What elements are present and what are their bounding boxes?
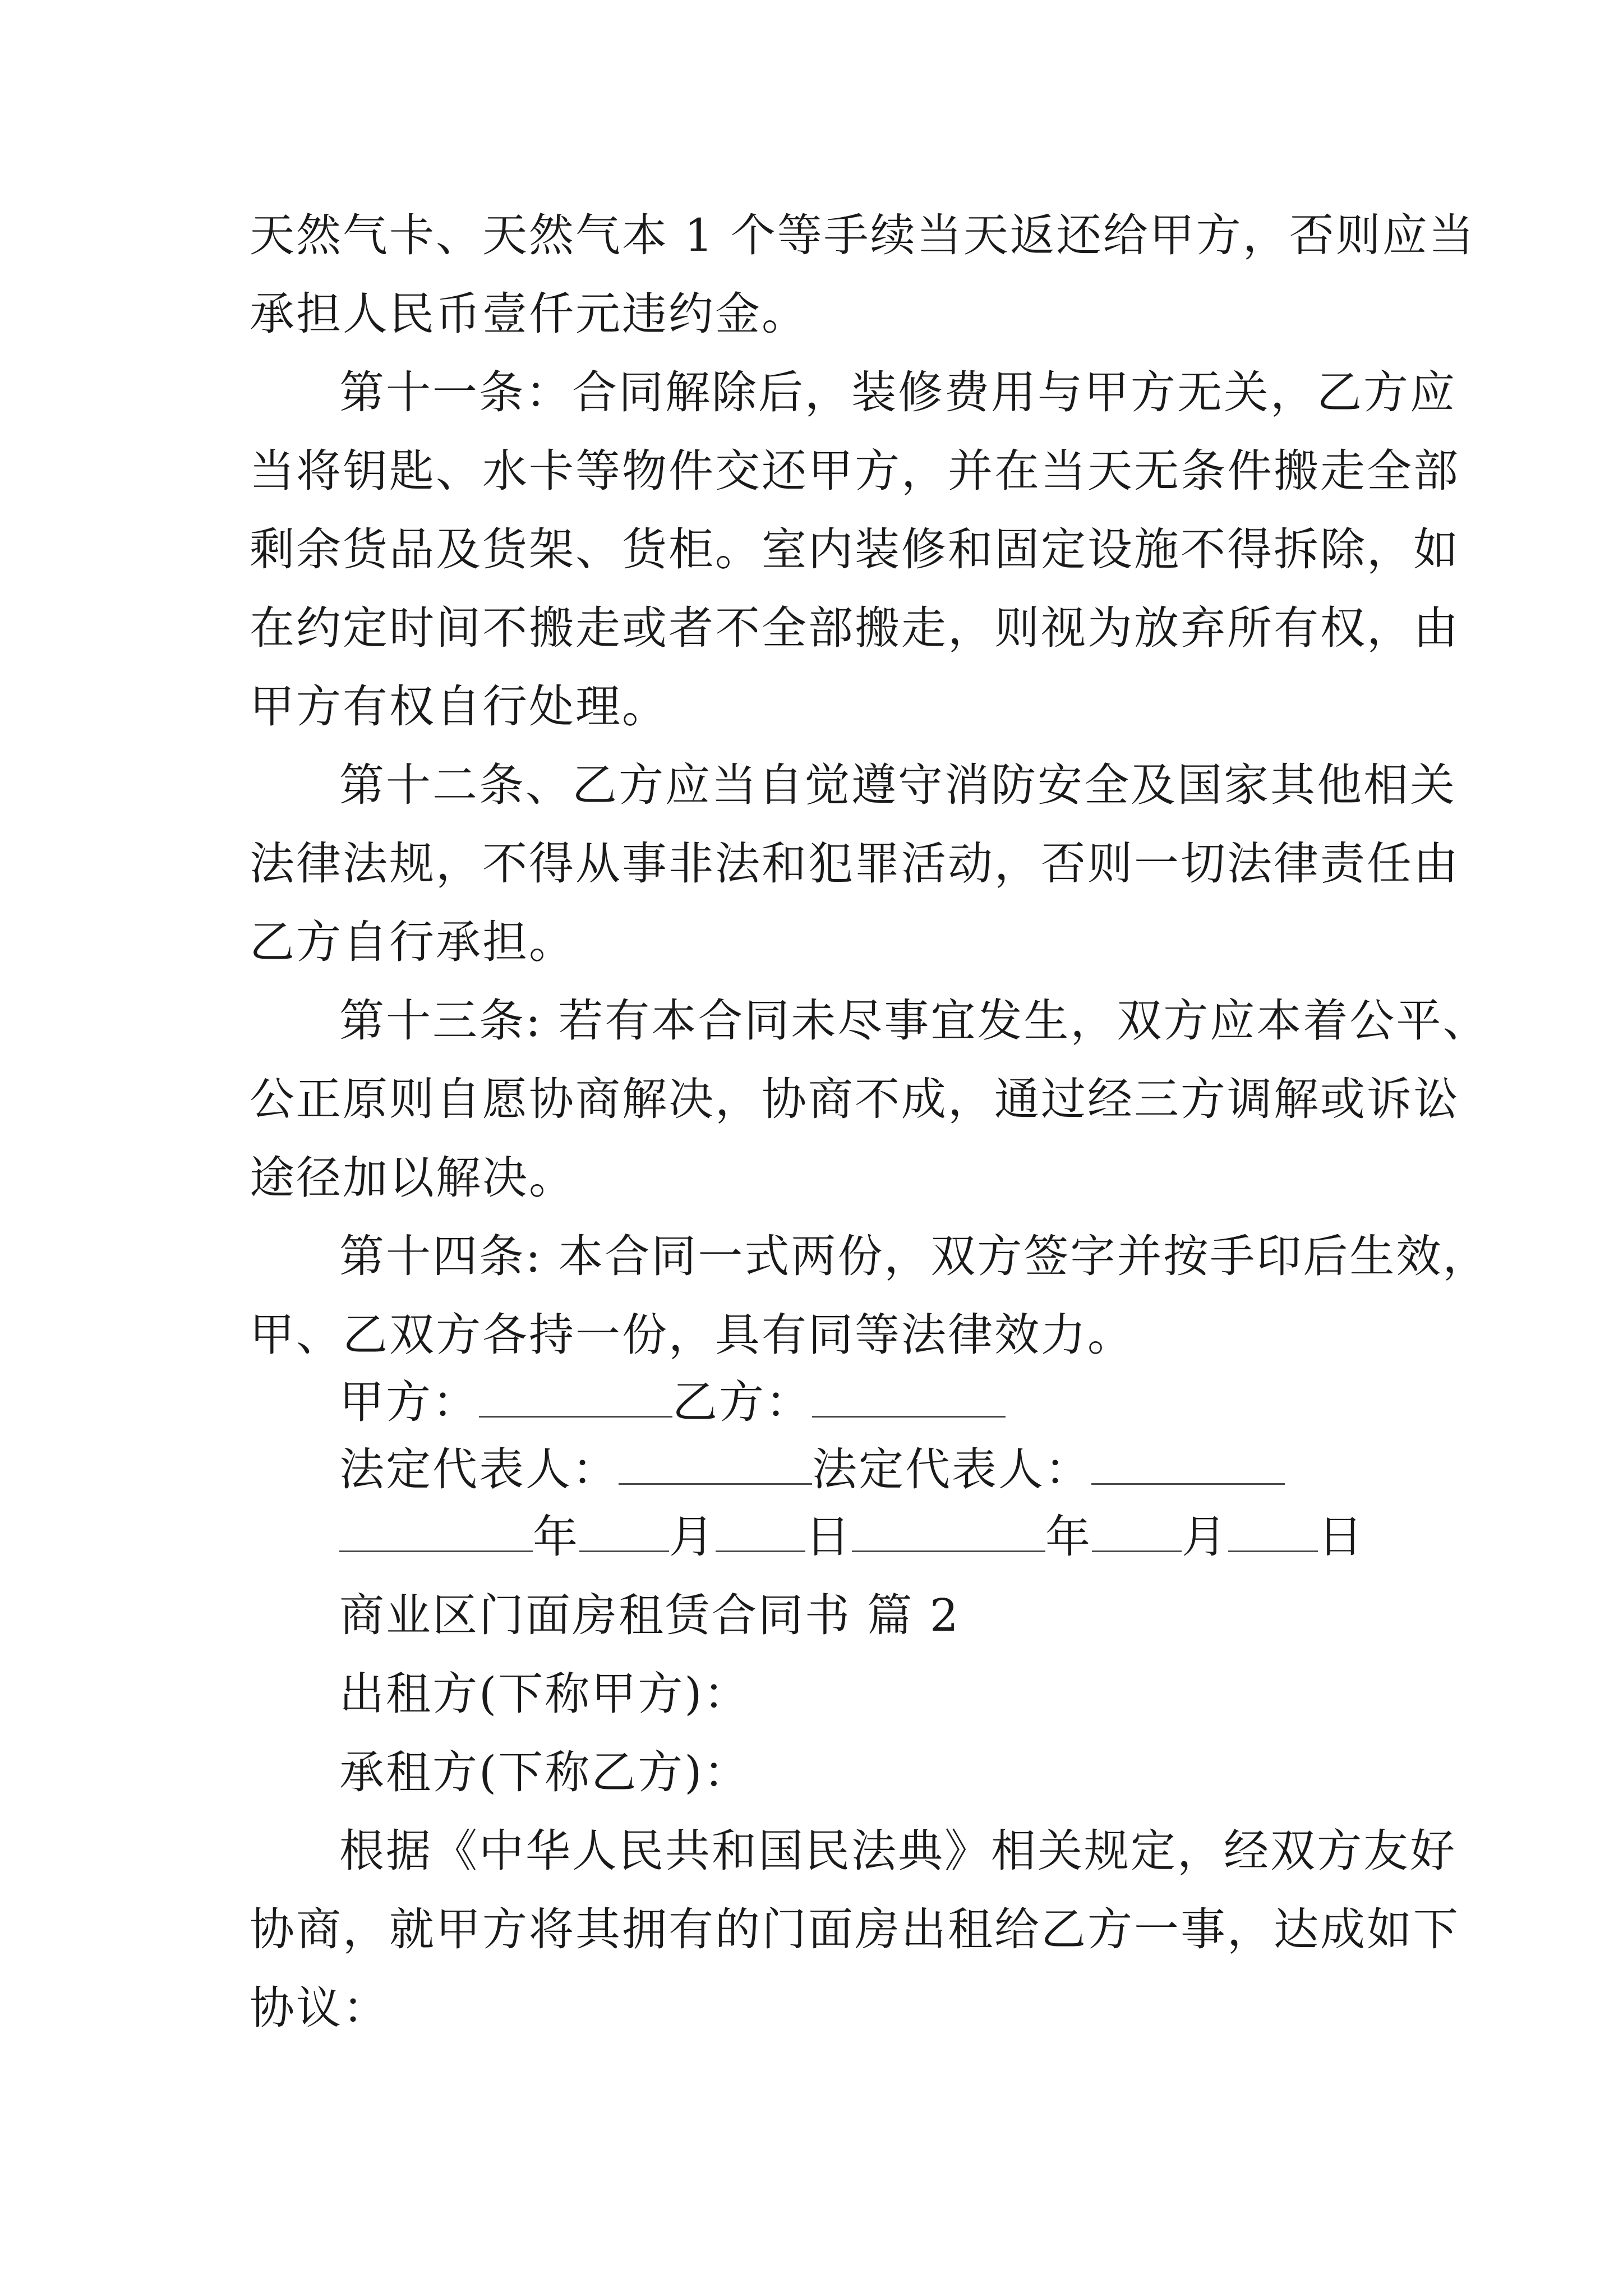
paragraph-line: 乙方自行承担。 xyxy=(250,916,575,968)
party-b-label: 乙方： xyxy=(672,1376,812,1428)
paragraph-line: 甲方有权自行处理。 xyxy=(250,680,668,733)
day-a-blank xyxy=(716,1511,805,1552)
paragraph-line: 承担人民币壹仟元违约金。 xyxy=(250,288,808,340)
party-signature-line xyxy=(339,1375,1489,1429)
year-b-blank xyxy=(852,1511,1045,1552)
preamble-line: 协议： xyxy=(250,1982,389,2034)
month-label: 月 xyxy=(1182,1511,1228,1563)
paragraph-line: 法律法规，不得从事非法和犯罪活动，否则一切法律责任由 xyxy=(250,838,1460,890)
paragraph-line: 剩余货品及货架、货柜。室内装修和固定设施不得拆除，如 xyxy=(250,523,1460,576)
paragraph-line: 天然气卡、天然气本 1 个等手续当天返还给甲方，否则应当 xyxy=(250,209,1476,261)
section-2-title: 商业区门面房租赁合同书 篇 2 xyxy=(339,1589,960,1641)
preamble-line: 协商，就甲方将其拥有的门面房出租给乙方一事，达成如下 xyxy=(250,1903,1460,1955)
article-12-heading-line: 第十二条、乙方应当自觉遵守消防安全及国家其他相关 xyxy=(339,759,1456,811)
paragraph-line: 途径加以解决。 xyxy=(250,1152,575,1204)
month-b-blank xyxy=(1092,1511,1182,1552)
lessor-line: 出租方(下称甲方)： xyxy=(339,1668,750,1720)
rep-b-blank xyxy=(1091,1444,1285,1485)
article-14-heading-line: 第十四条: 本合同一式两份，双方签字并按手印后生效， xyxy=(339,1230,1490,1282)
paragraph-line: 甲、乙双方各持一份，具有同等法律效力。 xyxy=(250,1309,1134,1361)
rep-b-label: 法定代表人： xyxy=(812,1443,1091,1496)
date-signature-line xyxy=(339,1510,1489,1564)
month-label: 月 xyxy=(669,1511,716,1563)
paragraph-line: 当将钥匙、水卡等物件交还甲方，并在当天无条件搬走全部 xyxy=(250,445,1460,497)
article-13-heading-line: 第十三条: 若有本合同未尽事宜发生，双方应本着公平、 xyxy=(339,995,1490,1047)
party-a-blank xyxy=(479,1377,672,1418)
party-a-label: 甲方： xyxy=(339,1376,479,1428)
paragraph-line: 在约定时间不搬走或者不全部搬走，则视为放弃所有权，由 xyxy=(250,602,1460,654)
article-11-heading-line: 第十一条：合同解除后，装修费用与甲方无关，乙方应 xyxy=(339,366,1456,418)
paragraph-line: 公正原则自愿协商解决，协商不成，通过经三方调解或诉讼 xyxy=(250,1073,1460,1125)
year-a-blank xyxy=(339,1511,533,1552)
rep-a-blank xyxy=(619,1444,812,1485)
year-label: 年 xyxy=(533,1511,579,1563)
day-label: 日 xyxy=(1318,1511,1364,1563)
representative-signature-line xyxy=(339,1443,1489,1497)
day-label: 日 xyxy=(805,1511,852,1563)
year-label: 年 xyxy=(1045,1511,1092,1563)
party-b-blank xyxy=(812,1377,1006,1418)
month-a-blank xyxy=(579,1511,669,1552)
lessee-line: 承租方(下称乙方)： xyxy=(339,1746,750,1798)
preamble-line: 根据《中华人民共和国民法典》相关规定，经双方友好 xyxy=(339,1825,1456,1877)
day-b-blank xyxy=(1228,1511,1318,1552)
rep-a-label: 法定代表人： xyxy=(339,1443,619,1496)
